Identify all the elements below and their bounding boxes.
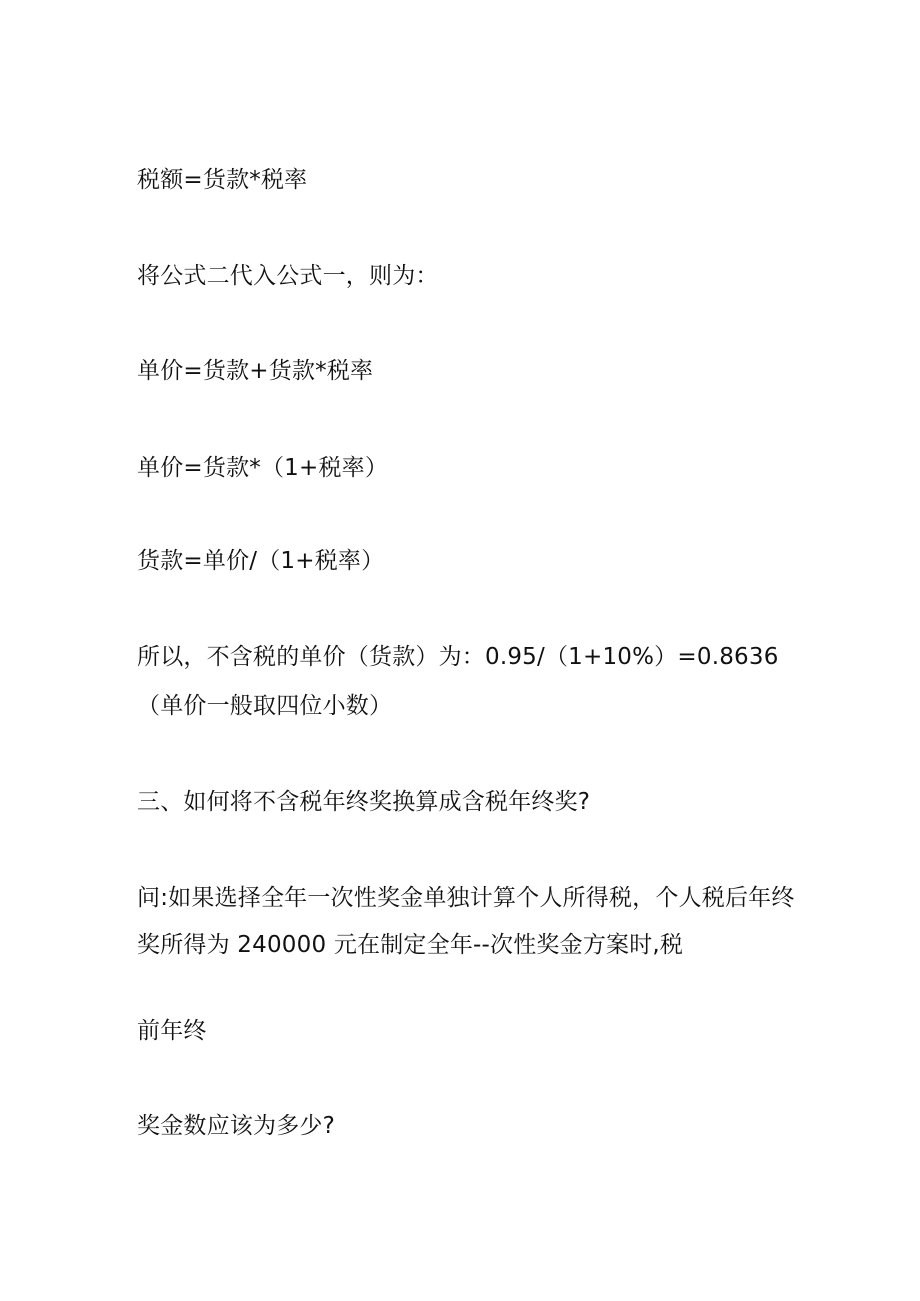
section-heading-3: 三、如何将不含税年终奖换算成含税年终奖?	[137, 789, 591, 815]
question-line-3: 前年终	[137, 1018, 207, 1044]
formula-goods-payment: 货款=单价/（1+税率）	[137, 548, 385, 574]
formula-unit-price-product: 单价=货款*（1+税率）	[137, 455, 389, 481]
question-line-4: 奖金数应该为多少?	[137, 1113, 336, 1139]
formula-tax-amount: 税额=货款*税率	[137, 167, 308, 193]
text-calculation-result: 所以，不含税的单价（货款）为：0.95/（1+10%）=0.8636	[137, 644, 779, 670]
formula-unit-price-sum: 单价=货款+货款*税率	[137, 358, 374, 384]
question-line-2: 奖所得为 240000 元在制定全年--次性奖金方案时,税	[137, 932, 684, 958]
question-line-1: 问:如果选择全年一次性奖金单独计算个人所得税，个人税后年终	[137, 885, 795, 911]
text-substitute-formula: 将公式二代入公式一，则为：	[137, 263, 439, 289]
text-rounding-note: （单价一般取四位小数）	[137, 693, 393, 719]
